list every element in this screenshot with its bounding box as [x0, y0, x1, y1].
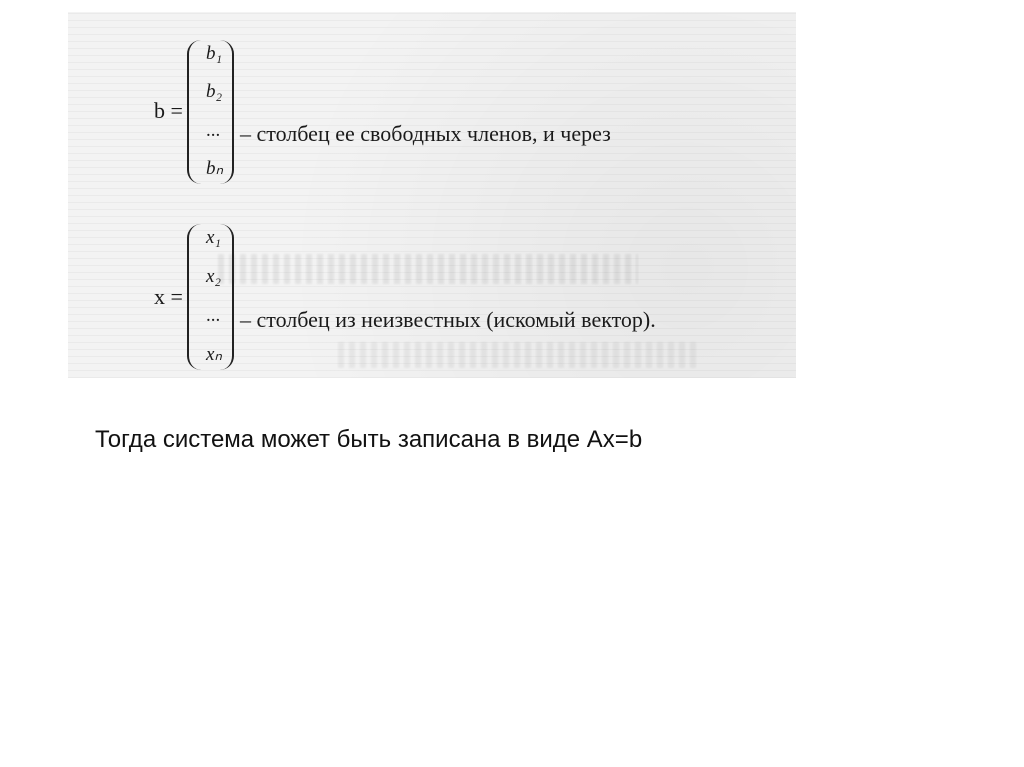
- vector-b-entry-n: bₙ: [206, 157, 224, 179]
- vector-b-entry-1: b₁: [206, 43, 223, 64]
- vector-b-label: b =: [154, 98, 183, 123]
- vector-x-caption: – столбец из неизвестных (искомый вектор).: [240, 307, 656, 332]
- vector-b-entry-dots: ...: [206, 119, 221, 141]
- vector-b-right-paren: [216, 40, 234, 184]
- bleed-through-text: [218, 254, 638, 284]
- vector-x-label: x =: [154, 284, 183, 309]
- vector-x-entry-n: xₙ: [206, 344, 223, 365]
- vector-x-right-paren: [216, 224, 234, 370]
- vector-b-left-paren: [187, 40, 205, 184]
- bleed-through-text: [338, 342, 698, 368]
- vector-x-entry-2: x₂: [206, 266, 222, 287]
- vector-b-entry-2: b₂: [206, 81, 223, 103]
- scanned-book-excerpt: [68, 12, 796, 378]
- vector-x-entry-1: x₁: [206, 227, 222, 248]
- slide-body-text: Тогда система может быть записана в виде Ax=b: [95, 426, 643, 453]
- vector-b-caption: – столбец ее свободных членов, и через: [240, 121, 611, 146]
- vector-x-entry-dots: ...: [206, 305, 221, 326]
- vector-x-left-paren: [187, 224, 205, 370]
